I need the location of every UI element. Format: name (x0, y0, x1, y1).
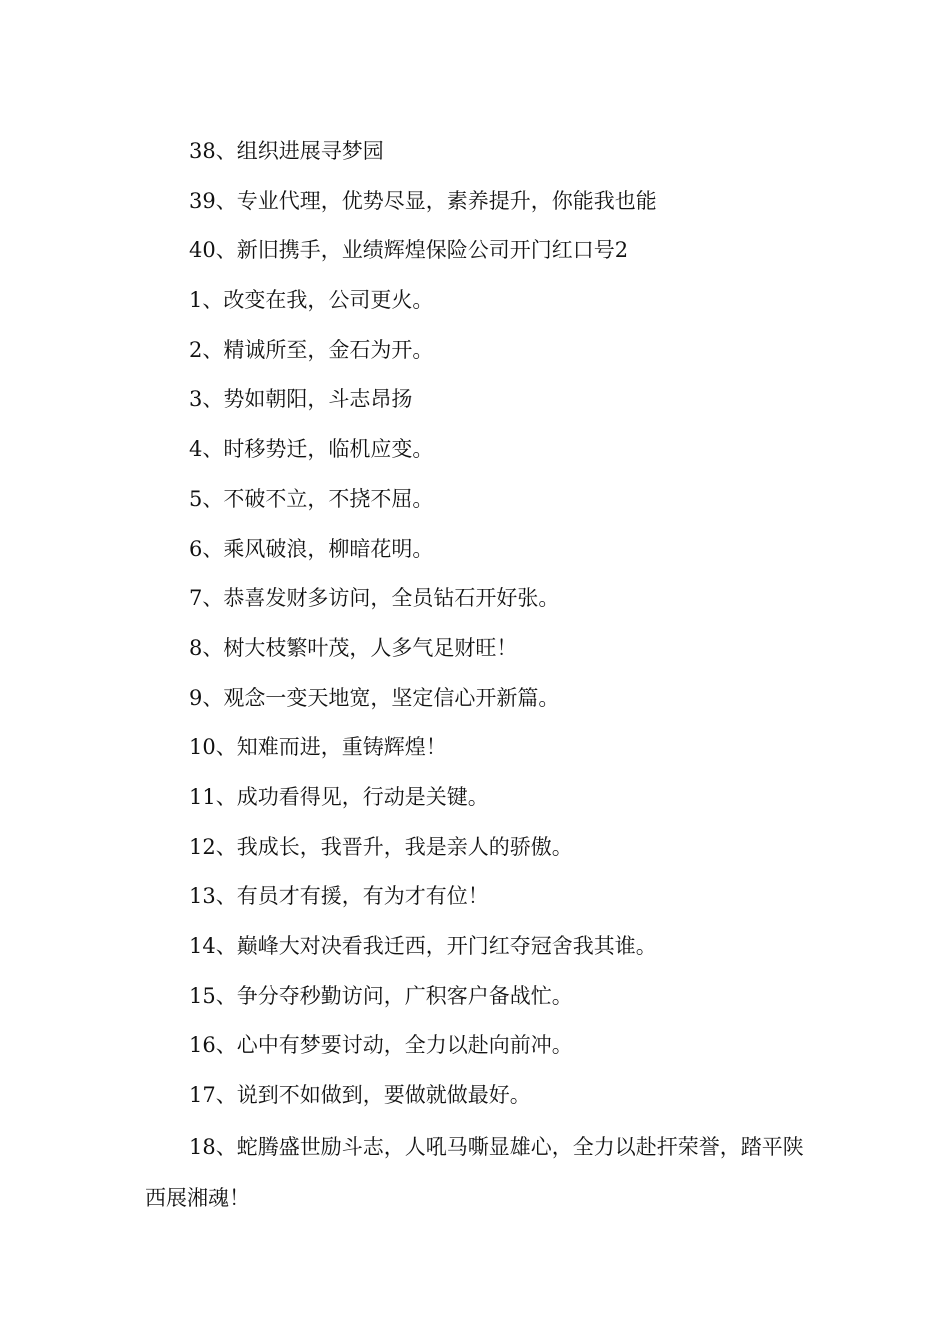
slogan-line-8: 8、树大枝繁叶茂，人多气足财旺！ (189, 635, 518, 660)
slogan-line-3: 3、势如朝阳，斗志昂扬 (189, 387, 413, 412)
slogan-line-5: 5、不破不立，不挠不屈。 (189, 486, 434, 511)
slogan-line-39: 39、专业代理，优势尽显，素养提升，你能我也能 (189, 188, 657, 213)
slogan-line-2: 2、精诚所至，金石为开。 (189, 337, 434, 362)
slogan-line-16: 16、心中有梦要讨动，全力以赴向前冲。 (189, 1033, 573, 1058)
slogan-line-7: 7、恭喜发财多访问，全员钻石开好张。 (189, 586, 560, 611)
slogan-line-12: 12、我成长，我晋升，我是亲人的骄傲。 (189, 834, 573, 859)
slogan-paragraph-18: 18、蛇腾盛世励斗志，人吼马嘶显雄心，全力以赴扞荣誉，踏平陕西展湘魂！ (145, 1134, 804, 1210)
slogan-line-10: 10、知难而进，重铸辉煌！ (189, 735, 447, 760)
slogan-line-40: 40、新旧携手，业绩辉煌保险公司开门红口号2 (189, 238, 629, 263)
slogan-line-38: 38、组织进展寻梦园 (189, 139, 384, 163)
slogan-line-13: 13、有员才有援，有为才有位！ (189, 884, 489, 909)
slogan-line-15: 15、争分夺秒勤访问，广积客户备战忙。 (189, 983, 573, 1008)
slogan-line-14: 14、巅峰大对决看我迁西，开门红夺冠舍我其谁。 (189, 934, 657, 958)
document-body (145, 127, 810, 1224)
slogan-line-11: 11、成功看得见，行动是关键。 (189, 784, 489, 809)
slogan-line-4: 4、时移势迁，临机应变。 (189, 437, 434, 462)
slogan-line-1: 1、改变在我，公司更火。 (189, 288, 434, 313)
slogan-line-9: 9、观念一变天地宽，坚定信心开新篇。 (189, 685, 560, 710)
slogan-line-6: 6、乘风破浪，柳暗花明。 (189, 536, 434, 561)
slogan-line-17: 17、说到不如做到，要做就做最好。 (189, 1083, 531, 1108)
